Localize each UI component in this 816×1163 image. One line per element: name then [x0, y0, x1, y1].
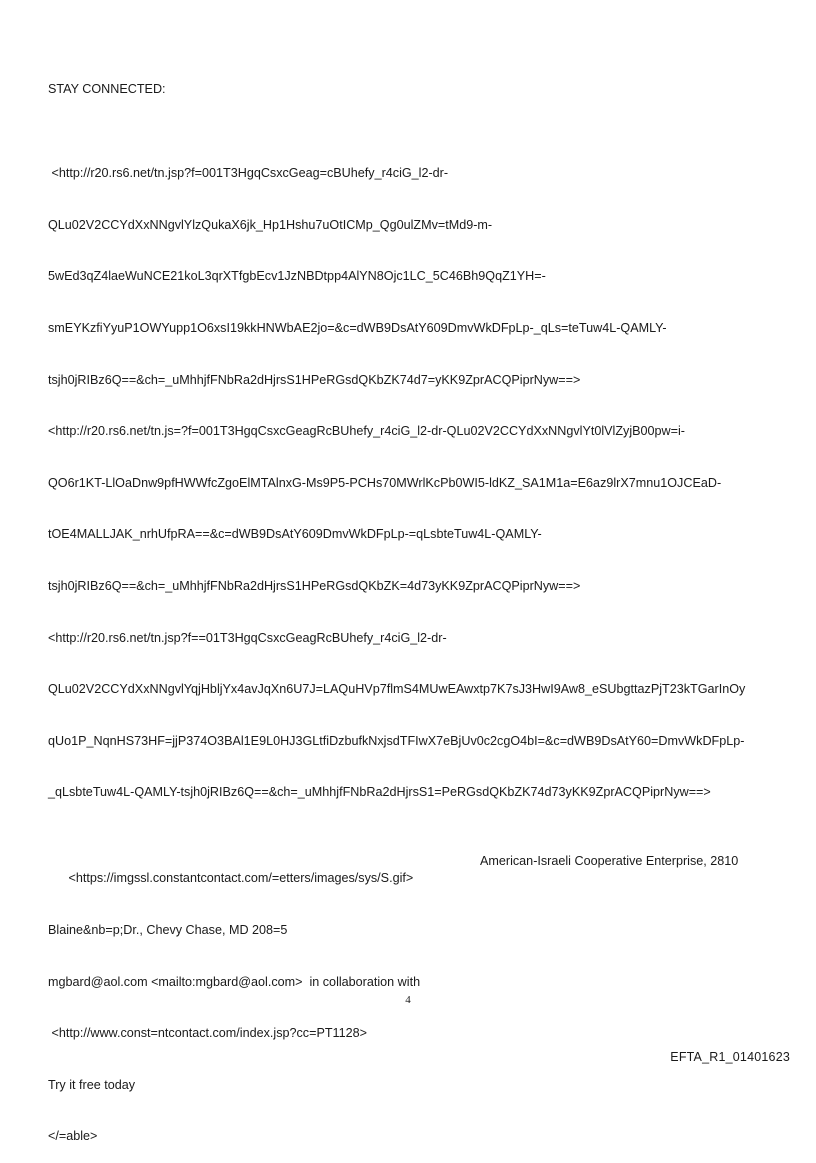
document-id: EFTA_R1_01401623 [670, 1050, 790, 1064]
page-number: 4 [405, 994, 411, 1006]
email-line: mgbard@aol.com <mailto:mgbard@aol.com> in collaboration with [48, 974, 421, 989]
link-line: <http://r20.rs6.net/tn.jsp?f=001T3HgqCsxcGeag=cBUhefy_r4ciG_l2-dr- [48, 166, 449, 181]
closing-tag-line: </=able> [48, 1129, 98, 1144]
gif-line [48, 853, 768, 886]
link-line: tsjh0jRIBz6Q==&ch=_uMhhjfFNbRa2dHjrsS1HPeRGsdQKbZK74d7=yKK9ZprACQPiprNyw==> [48, 372, 581, 387]
link-line: tsjh0jRIBz6Q==&ch=_uMhhjfFNbRa2dHjrsS1HPeRGsdQKbZK=4d73yKK9ZprACQPiprNyw==> [48, 578, 581, 593]
gif-url-text: <https://imgssl.constantcontact.com/=etters/images/sys/S.gif> [65, 871, 414, 886]
try-free-line: Try it free today [48, 1077, 136, 1092]
link-line: <http://r20.rs6.net/tn.jsp?f==01T3HgqCsxcGeagRcBUhefy_r4ciG_l2-dr- [48, 630, 447, 645]
link-line: QLu02V2CCYdXxNNgvlYqjHbljYx4avJqXn6U7J=LAQuHVp7flmS4MUwEAwxtp7K7sJ3HwI9Aw8_eSUbgttazPjT23kTGarInOy [48, 682, 746, 697]
address-line: Blaine&nb=p;Dr., Chevy Chase, MD 208=5 [48, 922, 288, 937]
link-line: qUo1P_NqnHS73HF=jjP374O3BAl1E9L0HJ3GLtfiDzbufkNxjsdTFIwX7eBjUv0c2cgO4bI=&c=dWB9DsAtY60=DmvWkDFpLp- [48, 733, 745, 748]
link-line: QO6r1KT-LlOaDnw9pfHWWfcZgoElMTAlnxG-Ms9P5-PCHs70MWrlKcPb0WI5-ldKZ_SA1M1a=E6az9lrX7mnu1OJCEaD- [48, 475, 722, 490]
link-line: QLu02V2CCYdXxNNgvlYlzQukaX6jk_Hp1Hshu7uOtICMp_Qg0ulZMv=tMd9-m- [48, 217, 493, 232]
constant-contact-link-line: <http://www.const=ntcontact.com/index.jsp?cc=PT1128> [48, 1026, 367, 1041]
link-line: tOE4MALLJAK_nrhUfpRA==&c=dWB9DsAtY609DmvWkDFpLp-=qLsbteTuw4L-QAMLY- [48, 527, 542, 542]
stay-connected-heading: STAY CONNECTED: [48, 82, 166, 97]
link-line: 5wEd3qZ4laeWuNCE21koL3qrXTfgbEcv1JzNBDtpp4AlYN8Ojc1LC_5C46Bh9QqZ1YH=- [48, 269, 546, 284]
link-line: smEYKzfiYyuP1OWYupp1O6xsI19kkHNWbAE2jo=&c=dWB9DsAtY609DmvWkDFpLp-_qLs=teTuw4L-QAMLY- [48, 321, 667, 335]
link-line: <http://r20.rs6.net/tn.js=?f=001T3HgqCsxcGeagRcBUhefy_r4ciG_l2-dr-QLu02V2CCYdXxNNgvlYt0lVlZyjB00pw=i- [48, 424, 685, 439]
organization-address-text: American-Israeli Cooperative Enterprise, 2810 [480, 854, 739, 869]
link-line: _qLsbteTuw4L-QAMLY-tsjh0jRIBz6Q==&ch=_uMhhjfFNbRa2dHjrsS1=PeRGsdQKbZK74d73yKK9ZprACQPiprNyw==> [48, 785, 711, 800]
